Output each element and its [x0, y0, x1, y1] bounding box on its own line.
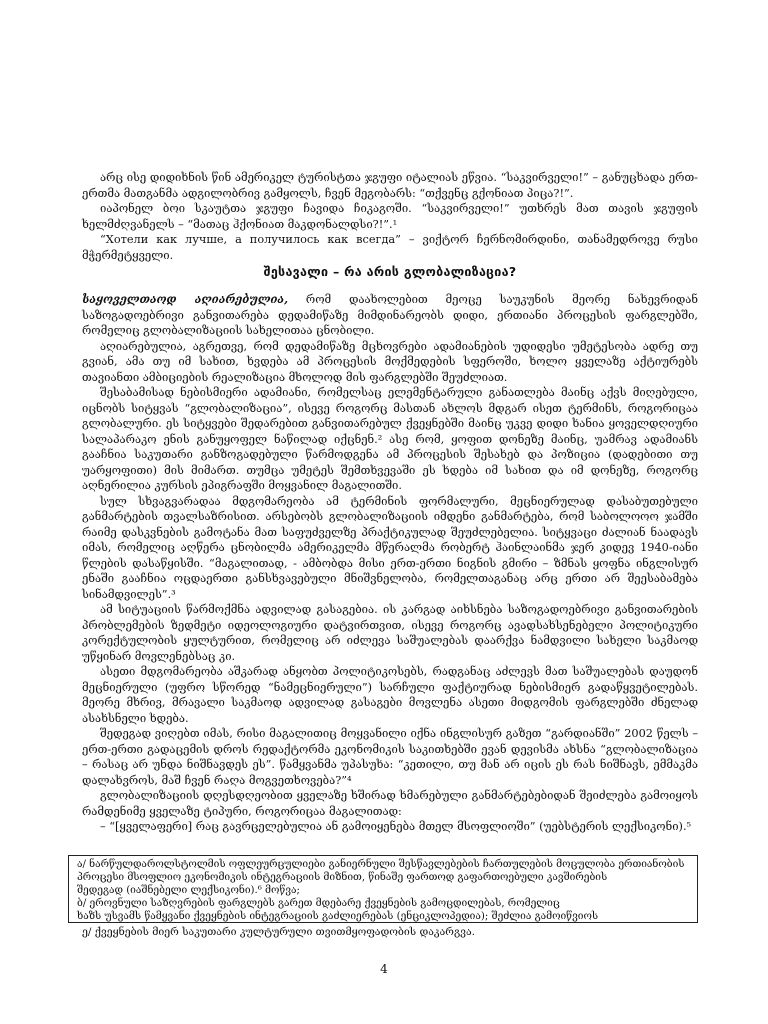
footnote-line: ა/ ნარწულდაროლსტოლმის ოფლეურცულიები განიერნული შესწავლებების ჩართულების მოცულობა ერთიანობის: [77, 859, 685, 870]
body-paragraph: – “[ყველაფერი] რაც გავრცელებულია ან გამოიყენება მთელ მსოფლიოში” (უებსტერის ლექსიკონი).⁵: [100, 820, 692, 833]
lead-phrase: საყოველთაოდ აღიარებულია,: [82, 292, 289, 306]
body-paragraph: შესაბამისად ნებისმიერი ადამიანი, რომელსაც ელემენტარული განათლება მაინც აქვს მიღებული, იცნობს სიტყვას “გლობალიზაცია”, ისევე როგორც მასთან ახლოს მდგარ ისეთ ტერმინს, როგორიცაა გლობალური. ეს სიტყვები შედარებით განვითარებულ ქვეყნებში მაინც უკვე დიდი ხანია ყოველდღიური სალაპარაკო ენის განუყოფელ ნაწილად იქცნენ.² ასე რომ, ყოფით დონეზე მაინც, უამრავ ადამიანს გააჩნია საკუთარი განზოგადებული წარმოდგენა ამ პროცესის შესახებ და პოზიცია (დადებითი თუ უარყოფითი) მის მიმართ. თუმცა უმეტეს შემთხვევაში ეს ხდება იმ სახით და იმ დონეზე, როგორც აღნერილია კურსის ეპიგრაფში მოყვანილ მაგალითში.: [82, 386, 698, 492]
body-paragraph: სულ სხვაგვარადაა მდგომარეობა ამ ტერმინის ფორმალური, მეცნიერულად დასაბუთებული განმარტების თვალსაზრისით. არსებობს გლობალიზაციის იმდენი განმარტება, რომ საბოლოოო ჯამში რაიმე დასკვნების გამოტანა მათ საფუძველზე პრაქტიკულად შეუძლებელია. სიტყვაცი ძალიან ნაადავს იმას, რომელიც აღწერა ცნობილმა ამერიკელმა მწერალმა რობერტ ჰაინლაინმა ჯერ კიდევ 1940-იანი წლების დასაწყისში. “მაგალითად, - ამბობდა მისი ერთ-ერთი ნიგნის გმირი – ზმნას ყოფნა ინგლისურ ენაში გააჩნია ოცდაერთი განსხვავებული მნიშვნელობა, რომელთაგანაც არც ერთი არ შეესაბამება სინამდვილეს”.³: [82, 494, 698, 601]
page-number: 4: [380, 962, 388, 976]
body-paragraph: აღიარებულია, აგრეთვე, რომ დედამიწაზე მცხოვრები ადამიანების უდიდესი უმეტესობა ადრე თუ გვიან, ამა თუ იმ სახით, ხვდება ამ პროცესის მოქმედების სფეროში, ხოლო ყველაზე აქტიურებს თავიანთი ამბიციების რეალიზაცია მხოლოდ მის ფარგლებში შეუძლიათ.: [82, 339, 698, 384]
footnote-line: ხაზს უსვამს წამყვანი ქვეყნების ინტეგრაციის გაძლიერებას (ენციკლოპედია); შეძლია გამოიწვიოს: [77, 911, 599, 922]
epigraph-paragraph: “Хотели как лучше, а получилось как всегда” – ვიქტორ ჩერნომირდინი, თანამედროვე რუსი მჭერმეტყველი.: [82, 233, 698, 262]
body-paragraph: ასეთი მდგომარეობა აშკარად ანყობთ პოლიტიკოსებს, რადგანაც აძლევს მათ საშუალებას დაუდონ მეცნიერული (უფრო სწორედ “ნამეცნიერული”) სარჩული ფაქტიურად ნებისმიერ გადაწყვეტილებას. მეორე მხრივ, მრავალი საკმაოდ ადვილად გასაგები მოვლენა ასეთი მიდგომის ფარგლებში ძნელად ასახსნელი ხდება.: [82, 665, 698, 725]
body-text: [82, 292, 698, 835]
footnote-line: ბ/ ეროვნული საზღვრების ფარგლებს გარეთ მდებარე ქვეყნების გამოცდილებას, რომელიც: [77, 898, 560, 909]
lead-text: რომ დაახოლებით მეოცე საუკუნის მეორე ნახევრიდან საზოგადოებრივი განვითარება დედამიწაზე მიმდინარეობს დიდი, ერთიანი პროცესის ფარგლებში, რომელიც გლობალიზაციის სახელითაა ცნობილი.: [82, 293, 698, 337]
footnote-line: პროცესი მსოფლიო ეკონომიკის ინტეგრაციის მიზნით, წინაშე ფართოდ გაფართოებული კავშირების: [77, 872, 608, 883]
section-heading: შესავალი – რა არის გლობალიზაცია?: [263, 264, 517, 279]
overlapping-footnote-box: [68, 855, 698, 923]
body-paragraph: ამ სიტუაციის წარმოქმნა ადვილად გასაგებია. ის კარგად აიხსნება საზოგადოებრივი განვითარების პრობლემების ზედმეტი იდეოლოგიური დატვირთვით, ისევე როგორც ავადსახსენებელი პოლიტიკური კორექტულობის ყულტურით, რომელიც არ იძლევა საშუალებას დაარქვა ნამდვილი სახელი საკმაოდ უწყინარ მოვლენებსაც კი.: [82, 603, 698, 663]
body-paragraph: გლობალიზაციის დღესდღეობით ყველაზე ხშირად ხმარებული განმარტებებიდან შეიძლება გამოიყოს რამდენიმე ყველაზე ტიპური, როგორიცაა მაგალითად:: [82, 789, 698, 818]
footnote-last-line: ე/ ქვეყნების მიერ საკუთარი კულტურული თვითმყოფადობის დაკარგვა.: [82, 926, 476, 938]
epigraph-paragraph: არც ისე დიდიხნის წინ ამერიკელ ტურისტთა ჯგუფი იტალიას ეწვია. “საკვირველი!” – განუცხადა ერთ-ერთმა მათგანმა ადგილობრივ გამყოლს, ჩვენ მეგობარს: “თქვენც გქონიათ პიცა?!”.: [82, 171, 698, 200]
body-paragraph: შედეგად ვიღებთ იმას, რისი მაგალითიც მოყვანილი იქნა ინგლისურ გაზეთ “გარდიანში” 2002 წელს – ერთ-ერთი გადაცემის დროს რედაქტორმა ეკონომიკის საკითხებში ევან დევისმა ახსნა “გლობალიზაცია – რასაც არ უნდა ნიშნავდეს ეს”. წამყვანმა უპასუხა: “კეთილი, თუ მან არ იცის ეს რას ნიშნავს, ემმაკმა დალახვროს, მაშ ჩვენ რაღა მოგვეთხოვება?”⁴: [82, 727, 698, 787]
footnote-line: შედეგად (იაშნებელი ლექსიკონი).⁶ მოწვა;: [77, 885, 300, 896]
body-paragraph: [82, 292, 698, 339]
epigraph: [82, 170, 698, 263]
epigraph-paragraph: იაპონელ ბოი სკაუტთა ჯგუფი ჩავიდა ჩიკაგოში. “საკვირველი!” უთხრეს მათ თავის ჯგუფის ხელმძღვანელს – “მათაც ჰქონიათ მაკდონალდსი?!”.¹: [82, 202, 698, 231]
